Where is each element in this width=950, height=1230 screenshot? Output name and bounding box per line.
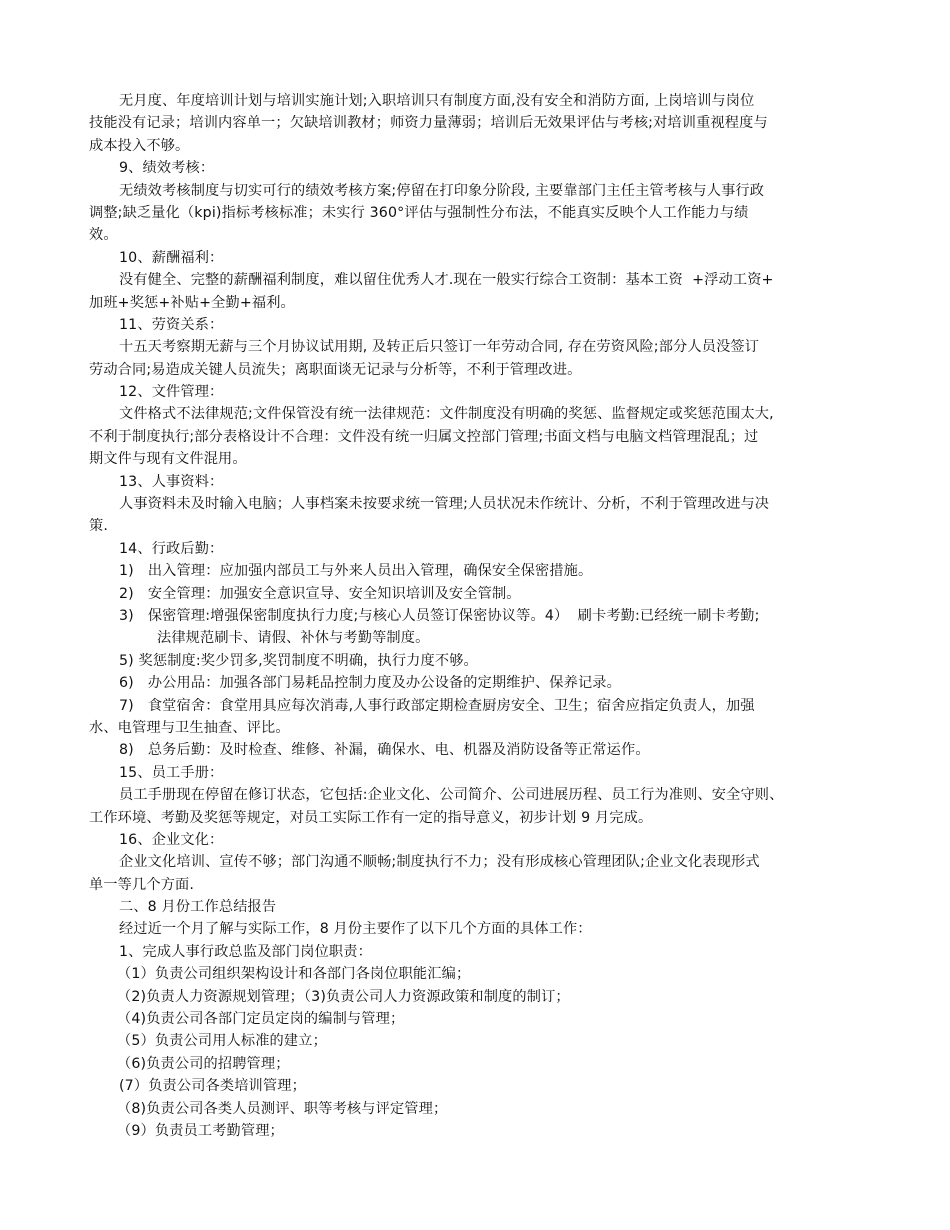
text-line: （6)负责公司的招聘管理； — [117, 1055, 290, 1072]
text-line: 1、完成人事行政总监及部门岗位职责： — [119, 943, 372, 960]
text-line: 2) 安全管理：加强安全意识宣导、安全知识培训及安全管制。 — [119, 585, 521, 602]
text-line: 无月度、年度培训计划与培训实施计划;入职培训只有制度方面,没有安全和消防方面, 上岗培训与岗位 — [119, 93, 755, 109]
text-line: 调整;缺乏量化（kpi)指标考核标准；未实行 360°评估与强制性分布法，不能真实反映个人工作能力与绩 — [89, 204, 749, 221]
text-line: 二、8 月份工作总结报告 — [119, 899, 277, 916]
text-line: 员工手册现在停留在修订状态，它包括:企业文化、公司简介、公司进展历程、员工行为准则、安全守则、 — [119, 787, 784, 804]
text-line: 水、电管理与卫生抽查、评比。 — [89, 719, 290, 736]
text-line: 文件格式不法律规范;文件保管没有统一法律规范：文件制度没有明确的奖惩、监督规定或奖惩范围太大, — [119, 406, 774, 423]
text-line: 12、文件管理： — [119, 384, 224, 401]
text-line: 3) 保密管理:增强保密制度执行力度;与核心人员签订保密协议等。4） 刷卡考勤:已经统一刷卡考勤; — [119, 607, 760, 624]
text-line: 单一等几个方面. — [89, 876, 195, 893]
text-line: 13、人事资料： — [119, 473, 224, 490]
text-line: 没有健全、完整的薪酬福利制度，难以留住优秀人才.现在一般实行综合工资制：基本工资 +浮动工资+ — [119, 272, 774, 289]
text-line: 成本投入不够。 — [89, 137, 190, 154]
text-line: (7）负责公司各类培训管理； — [119, 1078, 306, 1095]
text-line: 期文件与现有文件混用。 — [89, 451, 247, 468]
text-line: （5）负责公司用人标准的建立； — [117, 1033, 327, 1050]
text-line: （9）负责员工考勤管理； — [117, 1122, 284, 1139]
text-line: 14、行政后勤： — [119, 540, 224, 557]
text-line: 劳动合同;易造成关键人员流失；离职面谈无记录与分析等，不利于管理改进。 — [89, 361, 582, 378]
text-line: 16、企业文化： — [119, 831, 224, 848]
text-line: 工作环境、考勤及奖惩等规定，对员工实际工作有一定的指导意义，初步计划 9 月完成。 — [89, 809, 653, 826]
text-line: 十五天考察期无薪与三个月协议试用期, 及转正后只签订一年劳动合同, 存在劳资风险;部分人员没签订 — [119, 339, 760, 356]
text-line: 11、劳资关系： — [119, 316, 224, 333]
text-line: 9、绩效考核： — [119, 160, 215, 177]
text-line: 人事资料未及时输入电脑；人事档案未按要求统一管理;人员状况未作统计、分析，不利于管理改进与决 — [119, 496, 770, 513]
text-line: （1）负责公司组织架构设计和各部门各岗位职能汇编； — [117, 966, 471, 983]
text-line: 无绩效考核制度与切实可行的绩效考核方案;停留在打印象分阶段, 主要靠部门主任主管考核与人事行政 — [119, 182, 765, 199]
text-line: 6) 办公用品：加强各部门易耗品控制力度及办公设备的定期维护、保养记录。 — [119, 675, 621, 692]
text-line: 8) 总务后勤：及时检查、维修、补漏，确保水、电、机器及消防设备等正常运作。 — [119, 742, 650, 759]
text-line: 7) 食堂宿舍：食堂用具应每次消毒,人事行政部定期检查厨房安全、卫生；宿舍应指定负责人，加强 — [119, 697, 755, 714]
text-line: 技能没有记录；培训内容单一；欠缺培训教材；师资力量薄弱；培训后无效果评估与考核;对培训重视程度与 — [89, 115, 768, 132]
text-line: 不利于制度执行;部分表格设计不合理：文件没有统一归属文控部门管理;书面文档与电脑文档管理混乱；过 — [89, 428, 759, 445]
text-line: 企业文化培训、宣传不够；部门沟通不顺畅;制度执行不力；没有形成核心管理团队;企业文化表现形式 — [119, 854, 760, 871]
text-line: 效。 — [89, 227, 118, 244]
text-line: （4)负责公司各部门定员定岗的编制与管理； — [117, 1011, 405, 1028]
text-line: 10、薪酬福利： — [119, 249, 224, 266]
text-line: 法律规范刷卡、请假、补休与考勤等制度。 — [157, 630, 430, 647]
document-page — [89, 90, 879, 1142]
text-line: 15、员工手册： — [119, 764, 224, 781]
text-line: 1) 出入管理：应加强内部员工与外来人员出入管理，确保安全保密措施。 — [119, 563, 593, 580]
text-line: （2)负责人力资源规划管理；（3)负责公司人力资源政策和制度的制订； — [117, 988, 570, 1005]
text-line: 策. — [89, 518, 108, 535]
text-line: （8)负责公司各类人员测评、职等考核与评定管理； — [117, 1100, 448, 1117]
text-line: 5) 奖惩制度:奖少罚多,奖罚制度不明确，执行力度不够。 — [119, 652, 478, 669]
text-line: 经过近一个月了解与实际工作，8 月份主要作了以下几个方面的具体工作： — [119, 921, 592, 938]
text-line: 加班+奖惩+补贴+全勤+福利。 — [89, 294, 295, 311]
